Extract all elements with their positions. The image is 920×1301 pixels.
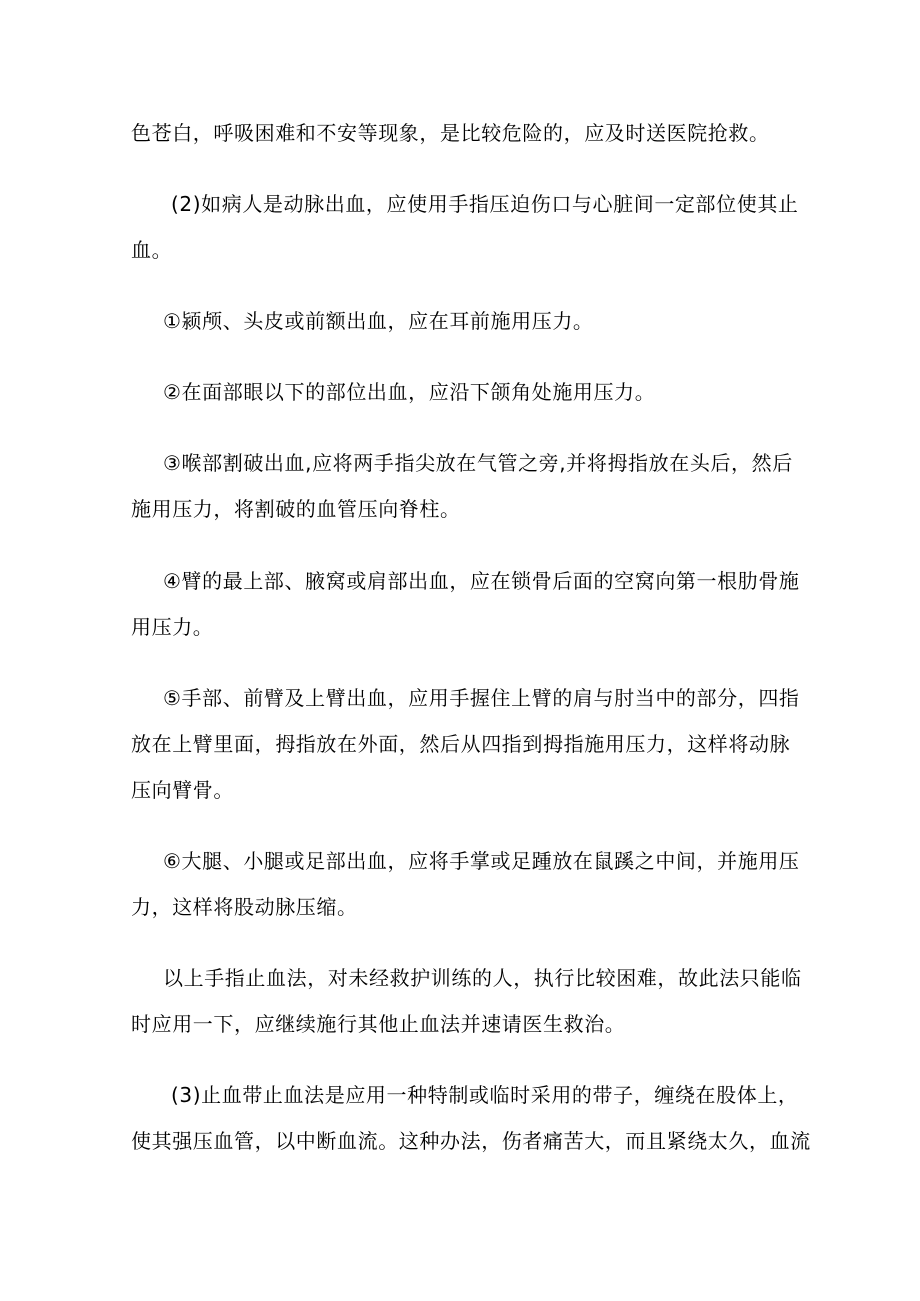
text-line-14: 力，这样将股动脉压缩。 [131, 895, 358, 919]
text-line-12: 压向臂骨。 [131, 778, 234, 802]
text-line-7: 施用压力，将割破的血管压向脊柱。 [131, 497, 461, 521]
text-line-3: 血。 [131, 238, 173, 262]
text-line-5: ②在面部眼以下的部位出血，应沿下颌角处施用压力。 [163, 380, 656, 404]
text-line-8: ④臂的最上部、腋窝或肩部出血，应在锁骨后面的空窝向第一根肋骨施 [163, 569, 800, 593]
text-line-11: 放在上臂里面，拇指放在外面，然后从四指到拇指施用压力，这样将动脉 [131, 732, 791, 756]
text-line-9: 用压力。 [131, 615, 214, 639]
text-line-13: ⑥大腿、小腿或足部出血，应将手掌或足踵放在鼠蹊之中间，并施用压 [163, 849, 800, 873]
text-line-6: ③喉部割破出血,应将两手指尖放在气管之旁,并将拇指放在头后，然后 [163, 451, 793, 475]
text-line-2: (2)如病人是动脉出血，应使用手指压迫伤口与心脏间一定部位使其止 [171, 192, 799, 216]
text-line-17: (3)止血带止血法是应用一种特制或临时采用的带子，缠绕在股体上， [171, 1083, 799, 1107]
text-line-4: ①颍颅、头皮或前额出血，应在耳前施用压力。 [163, 309, 594, 333]
text-line-1: 色苍白，呼吸困难和不安等现象，是比较危险的，应及时送医院抢救。 [131, 121, 770, 145]
text-line-16: 时应用一下，应继续施行其他止血法并速请医生救治。 [131, 1012, 626, 1036]
text-line-18: 使其强压血管，以中断血流。这种办法，伤者痛苦大，而且紧绕太久，血流 [131, 1129, 811, 1153]
text-line-15: 以上手指止血法，对未经救护训练的人，执行比较困难，故此法只能临 [163, 966, 802, 990]
text-line-10: ⑤手部、前臂及上臂出血，应用手握住上臂的肩与肘当中的部分，四指 [163, 686, 800, 710]
